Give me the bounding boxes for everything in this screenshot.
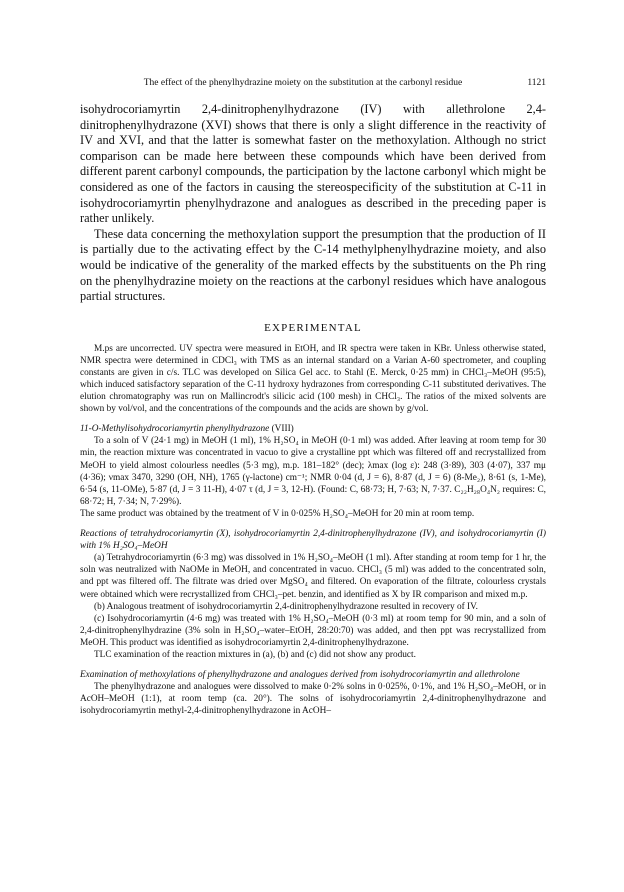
compound-viii-title: 11-O-Methylisohydrocoriamyrtin phenylhydrazone xyxy=(80,424,270,435)
compound-viii-note: The same product was obtained by the treatment of V in 0·025% H₂SO₄–MeOH for 20 min at room temp. xyxy=(80,508,475,519)
running-head xyxy=(80,78,546,88)
discussion-text xyxy=(80,102,546,305)
reaction-item-c: (c) Isohydrocoriamyrtin (4·6 mg) was treated with 1% H₂SO₄–MeOH (0·3 ml) at room temp for 90 min, and a soln of 2,4-dinitrophenylhydrazine (3% soln in H₂SO₄–water–EtOH, 28:20:70) was added, and then ppt was recrystallized from MeOH. This product was identified as isohydrocoriamyrtin 2,4-dinitrophenylhydrazone. xyxy=(80,613,546,648)
experimental-section xyxy=(80,343,546,718)
compound-viii-label: (VIII) xyxy=(269,424,294,435)
discussion-paragraph: These data concerning the methoxylation support the presumption that the production of II is partially due to the activating effect by the C-14 methylphenylhydrazine moiety, and also would be indicative of the generality of the marked effects by the substituents on the Ph ring on the phenylhydrazine moiety on the reactions at the carbonyl residues which have analogous partial structures. xyxy=(80,226,546,304)
reactions-heading: Reactions of tetrahydrocoriamyrtin (X), isohydrocoriamyrtin 2,4-dinitrophenylhydrazone (IV), and isohydrocoriamyrtin (I) with 1% H₂SO₄–MeOH xyxy=(80,529,546,552)
discussion-paragraph: isohydrocoriamyrtin 2,4-dinitrophenylhydrazone (IV) with allethrolone 2,4-dinitrophenylhydrazone (XVI) shows that there is only a slight difference in the reactivity of IV and XVI, and that the latter is somewhat faster on the methoxylation. Although no strict comparison can be made here between these compounds which have been derived from different parent carbonyl compounds, the participation by the lactone carbonyl which might be considered as one of the factors in causing the stereospecificity of the substitution at C-11 in isohydrocoriamyrtin phenylhydrazone and analogues as described in the preceding paper is rather unlikely. xyxy=(80,102,546,226)
examination-heading: Examination of methoxylations of phenylhydrazone and analogues derived from isohydrocoriamyrtin and allethrolone xyxy=(80,670,520,681)
reaction-item-a: (a) Tetrahydrocoriamyrtin (6·3 mg) was dissolved in 1% H₂SO₄–MeOH (1 ml). After standing at room temp for 1 hr, the soln was neutralized with NaOMe in MeOH, and concentrated in vacuo. CHCl₃ (5 ml) was added to the concentrated soln, and ppt was filtered off. The filtrate was dried over MgSO₄ and filtered. On evaporation of the filtrate, colourless crystals were obtained which were recrystallized from CHCl₃–pet. benzin, and identified as X by IR comparison and mixed m.p. xyxy=(80,553,546,600)
journal-page xyxy=(80,78,546,717)
tlc-note: TLC examination of the reaction mixtures in (a), (b) and (c) did not show any product. xyxy=(94,649,416,660)
reaction-item-b: (b) Analogous treatment of isohydrocoriamyrtin 2,4-dinitrophenylhydrazone resulted in recovery of IV. xyxy=(94,601,478,612)
running-title: The effect of the phenylhydrazine moiety on the substitution at the carbonyl residue xyxy=(143,78,463,88)
examination-paragraph: The phenylhydrazone and analogues were dissolved to make 0·2% solns in 0·025%, 0·1%, and 1% H₂SO₄–MeOH, or in AcOH–MeOH (1:1), at room temp (ca. 20°). The solns of isohydrocoriamyrtin 2,4-dinitrophenylhydrazone and isohydrocoriamyrtin methyl-2,4-dinitrophenylhydrazone in AcOH– xyxy=(80,682,546,717)
compound-viii-heading xyxy=(80,423,546,435)
experimental-heading: EXPERIMENTAL xyxy=(264,321,362,334)
compound-viii-procedure: To a soln of V (24·1 mg) in MeOH (1 ml), 1% H₂SO₄ in MeOH (0·1 ml) was added. After leaving at room temp for 30 min, the reaction mixture was concentrated in vacuo to give a crystalline ppt which was filtered off and recrystallized from MeOH to yield almost colourless needles (5·3 mg), m.p. 181–182° (dec); λmax (log ε): 248 (3·89), 303 (4·07), 337 mμ (4·36); νmax 3470, 3290 (OH, NH), 1765 (γ-lactone) cm⁻¹; NMR 0·04 (d, J = 6), 8·87 (d, J = 6) (8-Me₂), 8·61 (s, 1-Me), 6·54 (s, 11-OMe), 5·87 (d, J = 3 11-H), 4·07 τ (d, J = 3, 12-H). (Found: C, 68·73; H, 7·63; N, 7·37. C₂₂H₂₈O₄N₂ requires: C, 68·72; H, 7·34; N, 7·29%). xyxy=(80,436,546,507)
general-methods-paragraph: M.ps are uncorrected. UV spectra were measured in EtOH, and IR spectra were taken in KBr. Unless otherwise stated, NMR spectra were determined in CDCl₃ with TMS as an internal standard on a Varian A-60 spectrometer, and coupling constants are given in c/s. TLC was developed on Silica Gel acc. to Stahl (E. Merck, 0·25 mm) in CHCl₃–MeOH (95:5), which induced satisfactory separation of the C-11 hydroxy hydrazones from corresponding C-11 substituted derivatives. The elution chromatography was run on Mallincrodt's silicic acid (100 mesh) in CHCl₃. The ratios of the mixed solvents are shown by vol/vol, and the concentrations of the compounds and the acids are shown by g/vol. xyxy=(80,343,546,415)
page-number: 1121 xyxy=(527,78,546,88)
